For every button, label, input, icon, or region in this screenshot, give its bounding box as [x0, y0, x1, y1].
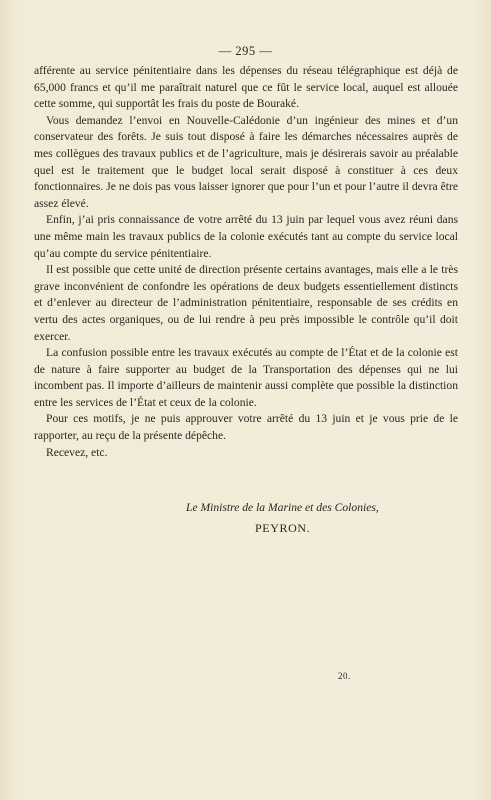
signature-title: Le Ministre de la Marine et des Colonies,: [186, 501, 379, 514]
signature-mark: 20.: [338, 671, 351, 681]
paragraph-3: Enfin, j’ai pris connaissance de votre arrêté du 13 juin par lequel vous avez réuni dans une même main les travaux publics de la colonie exécutés tant au compte du service local qu’au compte du service pénitentiaire.: [34, 213, 458, 260]
signature-name: PEYRON.: [255, 521, 311, 535]
paragraph-4: Il est possible que cette unité de direction présente certains avantages, mais elle a le très grave inconvénient de confondre les opérations de deux budgets essentiellement distincts et d’enlever au directeur de l’administration pénitentiaire, responsable de ses crédits en vertu des actes organiques, ou de lui rendre à peu près impossible le contrôle qu’il doit exercer.: [34, 263, 458, 343]
page-number: — 295 —: [218, 44, 273, 58]
paragraph-5: La confusion possible entre les travaux exécutés au compte de l’État et de la colonie est de nature à faire supporter au budget de la Transportation des dépenses qui ne lui incombent pas. Il importe d’ailleurs de maintenir aussi complète que possible la distinction entre les services de l’État et ceux de la colonie.: [34, 346, 458, 409]
letter-body: [34, 63, 458, 461]
paragraph-7: Recevez, etc.: [46, 445, 108, 459]
paragraph-1: afférente au service pénitentiaire dans les dépenses du réseau télégraphique est déjà de 65,000 francs et qu’il me paraîtrait naturel que ce fût le service local, auquel est allouée cette somme, qui supportât les frais du poste de Bouraké.: [34, 64, 458, 111]
paragraph-6: Pour ces motifs, je ne puis approuver votre arrêté du 13 juin et je vous prie de le rapporter, au reçu de la présente dépêche.: [34, 412, 458, 443]
paragraph-2: Vous demandez l’envoi en Nouvelle-Calédonie d’un ingénieur des mines et d’un conservateur des forêts. Je suis tout disposé à faire les démarches nécessaires auprès de mes collègues des travaux publics et de l’agriculture, mais je désirerais savoir au préalable quel est le traitement que le budget local serait disposé à constituer à ces deux fonctionnaires. Je ne dois pas vous laisser ignorer que pour l’un et pour l’autre il devra être assez élevé.: [34, 113, 458, 210]
